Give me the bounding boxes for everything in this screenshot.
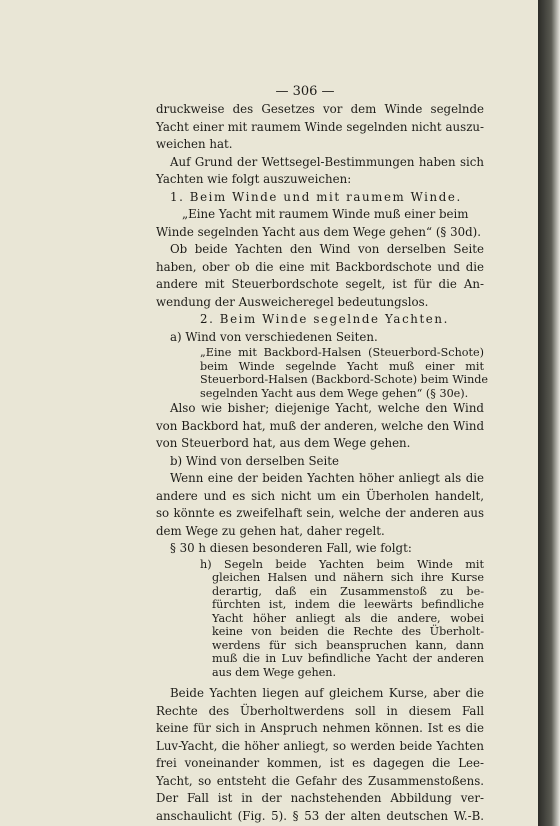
quote-line: Steuerbord-Halsen (Backbord-Schote) beim Winde <box>200 373 489 386</box>
text-line: Yacht einer mit raumem Winde segelnden nicht auszu- <box>156 119 484 134</box>
text-line: frei voneinander kommen, ist es dagegen die Lee- <box>156 756 484 770</box>
section-heading: 2. Beim Winde segelnde Yachten. <box>200 312 449 326</box>
text-line: so könnte es zweifelhaft sein, welche der anderen aus <box>156 506 484 520</box>
text-line: andere und es sich nicht um ein Überholen handelt, <box>156 488 484 503</box>
text-line: anschaulicht (Fig. 5). § 53 der alten deutschen W.-B. <box>156 808 484 823</box>
quote-line: werdens für sich beanspruchen kann, dann <box>212 638 484 652</box>
quote-line: keine von beiden die Rechte des Überholt- <box>212 625 484 638</box>
text-line: Yacht, so entsteht die Gefahr des Zusammenstoßens. <box>156 773 484 788</box>
subsection-heading: a) Wind von verschiedenen Seiten. <box>170 329 378 344</box>
text-line: Der Fall ist in der nachstehenden Abbildung ver- <box>156 791 484 805</box>
quote-line: h) Segeln beide Yachten beim Winde mit <box>200 557 484 571</box>
subsection-heading: b) Wind von derselben Seite <box>170 453 340 468</box>
text-line: Winde segelnden Yacht aus dem Wege gehen“ (§ 30d). <box>156 224 481 239</box>
text-line: haben, ober ob die eine mit Backbordschote und die <box>156 259 484 274</box>
quote-line: Yacht höher anliegt als die andere, wobei <box>212 611 484 625</box>
text-line: Auf Grund der Wettsegel-Bestimmungen haben sich <box>170 154 484 169</box>
text-line: andere mit Steuerbordschote segelt, ist für die An- <box>156 277 484 291</box>
text-line: dem Wege zu gehen hat, daher regelt. <box>156 523 385 538</box>
text-line: von Steuerbord hat, aus dem Wege gehen. <box>156 436 411 450</box>
quote-line: gleichen Halsen und nähern sich ihre Kurse <box>212 571 484 584</box>
quote-line: aus dem Wege gehen. <box>212 665 337 679</box>
quote-line: beim Winde segelnde Yacht muß einer mit <box>200 359 484 373</box>
text-line: § 30 h diesen besonderen Fall, wie folgt: <box>170 541 412 555</box>
text-line: Ob beide Yachten den Wind von derselben Seite <box>170 242 484 256</box>
section-heading: 1. Beim Winde und mit raumem Winde. <box>170 189 462 204</box>
text-line: Rechte des Überholtwerdens soll in diesem Fall <box>156 703 484 718</box>
text-line: Luv-Yacht, die höher anliegt, so werden beide Yachten <box>156 738 484 753</box>
text-line: Also wie bisher; diejenige Yacht, welche den Wind <box>170 401 484 415</box>
quote-line: „Eine mit Backbord-Halsen (Steuerbord-Schote) <box>200 346 484 359</box>
text-line: weichen hat. <box>156 137 233 151</box>
page-number: — 306 — <box>275 84 335 99</box>
quote-line: segelnden Yacht aus dem Wege gehen“ (§ 30e). <box>200 386 469 400</box>
text-line: druckweise des Gesetzes vor dem Winde segelnde <box>156 102 484 116</box>
text-line: „Eine Yacht mit raumem Winde muß einer beim <box>182 207 469 221</box>
body-text <box>156 101 489 825</box>
page-edge-shadow <box>538 0 560 826</box>
text-line: Yachten wie folgt auszuweichen: <box>156 172 352 186</box>
text-line: keine für sich in Anspruch nehmen können. Ist es die <box>156 721 484 735</box>
quote-line: derartig, daß ein Zusammenstoß zu be- <box>212 584 484 598</box>
quote-line: muß die in Luv befindliche Yacht der anderen <box>212 652 484 665</box>
text-line: von Backbord hat, muß der anderen, welche den Wind <box>156 418 484 433</box>
text-line: wendung der Ausweicheregel bedeutungslos. <box>156 294 429 309</box>
text-line: Wenn eine der beiden Yachten höher anliegt als die <box>170 471 484 485</box>
quote-line: fürchten ist, indem die leewärts befindliche <box>212 598 484 611</box>
text-line: Beide Yachten liegen auf gleichem Kurse, aber die <box>170 686 484 700</box>
